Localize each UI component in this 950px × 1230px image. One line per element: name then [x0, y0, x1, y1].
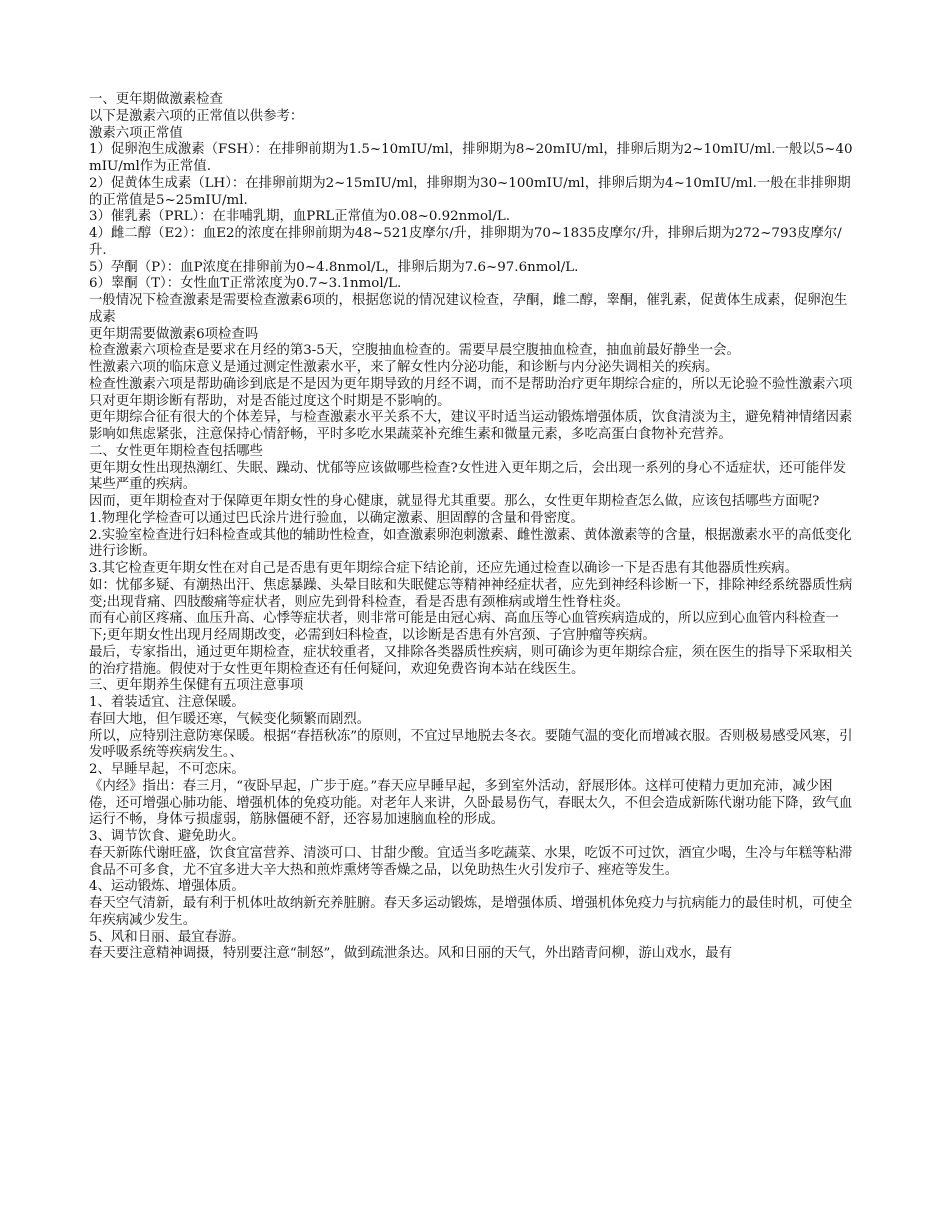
list-item: 3.其它检查更年期女性在对自己是否患有更年期综合症下结论前，还应先通过检查以确诊一下是否患有其他器质性疾病。 — [89, 561, 799, 576]
subheading: 5、风和日丽、最宜春游。 — [89, 929, 245, 945]
paragraph: 春天新陈代谢旺盛，饮食宜富营养、清淡可口、甘甜少酸。宜适当多吃蔬菜、水果，吃饭不可过饮，酒宜少喝，生冷与年糕等粘滞食品不可多食，尤不宜多进大辛大热和煎炸熏烤等香燥之品，以免助热生火引发疖子、痤疮等发生。 — [89, 845, 853, 878]
list-item: 4）雌二醇（E2）：血E2的浓度在排卵前期为48~521皮摩尔/升，排卵期为70~1835皮摩尔/升，排卵后期为272~793皮摩尔/升. — [89, 226, 842, 258]
paragraph: 一般情况下检查激素是需要检查激素6项的，根据您说的情况建议检查，孕酮，雌二醇，睾酮，催乳素，促黄体生成素，促卵泡生成素 — [89, 293, 848, 325]
paragraph: 如：忧郁多疑、有潮热出汗、焦虑暴躁、头晕目眩和失眠健忘等精神神经症状者，应先到神经科诊断一下，排除神经系统器质性病变;出现背痛、四肢酸痛等症状者，则应先到骨科检查，看是否患有颈椎病或增生性脊柱炎。 — [89, 577, 853, 610]
paragraph: 最后，专家指出，通过更年期检查，症状较重者，又排除各类器质性疾病，则可确诊为更年期综合症，须在医生的指导下采取相关的治疗措施。假使对于女性更年期检查还有任何疑问，欢迎免费咨询本站在线医生。 — [89, 644, 853, 677]
heading-section-2: 二、女性更年期检查包括哪些 — [89, 443, 264, 459]
list-item: 2.实验室检查进行妇科检查或其他的辅助性检查，如查激素卵泡刺激素、雌性激素、黄体激素等的含量，根据激素水平的高低变化进行诊断。 — [89, 527, 852, 560]
subheading: 2、早睡早起，不可恋床。 — [89, 762, 245, 777]
list-item: 6）睾酮（T）：女性血T正常浓度为0.7~3.1nmol/L. — [89, 276, 402, 292]
paragraph: 更年期综合征有很大的个体差异，与检查激素水平关系不大，建议平时适当运动锻炼增强体质，饮食清淡为主，避免精神情绪因素影响如焦虑紧张，注意保持心情舒畅，平时多吃水果蔬菜补充维生素和微量元素，多吃高蛋白食物补充营养。 — [89, 410, 853, 442]
paragraph: 检查激素六项检查是要求在月经的第3-5天，空腹抽血检查的。需要早晨空腹抽血检查，抽血前最好静坐一会。 — [89, 343, 740, 359]
subheading: 激素六项正常值 — [89, 125, 183, 141]
list-item: 2）促黄体生成素（LH）：在排卵前期为2~15mIU/ml，排卵期为30~100mIU/ml，排卵后期为4~10mIU/ml.一般在非排卵期的正常值是5~25mIU/ml. — [89, 175, 851, 208]
paragraph: 以下是激素六项的正常值以供参考： — [89, 108, 304, 124]
list-item: 3）催乳素（PRL）：在非哺乳期，血PRL正常值为0.08~0.92nmol/L. — [89, 209, 510, 225]
paragraph: 春天空气清新，最有利于机体吐故纳新充养脏腑。春天多运动锻炼，是增强体质、增强机体免疫力与抗病能力的最佳时机，可使全年疾病减少发生。 — [89, 896, 853, 928]
paragraph: 《内经》指出：春三月，“夜卧早起，广步于庭。”春天应早睡早起，多到室外活动，舒展形体。这样可使精力更加充沛，减少困倦，还可增强心肺功能、增强机体的免疫功能。对老年人来讲，久卧最易伤气，春眠太久，不但会造成新陈代谢功能下降，致气血运行不畅，身体亏损虚弱，筋脉僵硬不舒，还容易加速脑血栓的形成。 — [89, 778, 853, 828]
document-body — [89, 92, 853, 963]
paragraph: 更年期女性出现热潮红、失眠、躁动、忧郁等应该做哪些检查?女性进入更年期之后，会出现一系列的身心不适症状，还可能伴发某些严重的疾病。 — [89, 460, 847, 493]
paragraph: 春回大地，但乍暖还寒，气候变化频繁而剧烈。 — [89, 711, 371, 727]
paragraph: 春天要注意精神调摄，特别要注意“制怒”，做到疏泄条达。风和日丽的天气，外出踏青问柳，游山戏水，最有 — [89, 946, 733, 962]
heading-section-1: 一、更年期做激素检查 — [89, 92, 223, 107]
subheading: 4、运动锻炼、增强体质。 — [89, 879, 245, 895]
paragraph: 检查性激素六项是帮助确诊到底是不是因为更年期导致的月经不调，而不是帮助治疗更年期综合症的，所以无论验不验性激素六项只对更年期诊断有帮助，对是否能过度这个时期是不影响的。 — [89, 376, 853, 409]
heading-section-3: 三、更年期养生保健有五项注意事项 — [89, 678, 304, 694]
list-item: 5）孕酮（P）：血P浓度在排卵前为0~4.8nmol/L，排卵后期为7.6~97.6nmol/L. — [89, 259, 579, 275]
paragraph: 性激素六项的临床意义是通过测定性激素水平，来了解女性内分泌功能，和诊断与内分泌失调相关的疾病。 — [89, 360, 719, 375]
subheading: 3、调节饮食、避免助火。 — [89, 829, 245, 844]
paragraph: 因而，更年期检查对于保障更年期女性的身心健康，就显得尤其重要。那么，女性更年期检查怎么做，应该包括哪些方面呢? — [89, 494, 820, 509]
paragraph: 而有心前区疼痛、血压升高、心悸等症状者，则非常可能是由冠心病、高血压等心血管疾病造成的，所以应到心血管内科检查一下;更年期女性出现月经周期改变，必需到妇科检查，以诊断是否患有外宫颈、子宫肿瘤等疾病。 — [89, 611, 839, 643]
list-item: 1）促卵泡生成激素（FSH）：在排卵前期为1.5~10mIU/ml，排卵期为8~20mIU/ml，排卵后期为2~10mIU/ml.一般以5~40mIU/ml作为正常值. — [89, 142, 853, 174]
subheading: 1、着装适宜、注意保暖。 — [89, 695, 245, 710]
subheading: 更年期需要做激素6项检查吗 — [89, 326, 259, 342]
paragraph: 所以，应特别注意防寒保暖。根据“春捂秋冻”的原则，不宜过早地脱去冬衣。要随气温的变化而增减衣服。否则极易感受风寒，引发呼吸系统等疾病发生。、 — [89, 728, 853, 761]
list-item: 1.物理化学检查可以通过巴氏涂片进行验血，以确定激素、胆固醇的含量和骨密度。 — [89, 510, 584, 526]
